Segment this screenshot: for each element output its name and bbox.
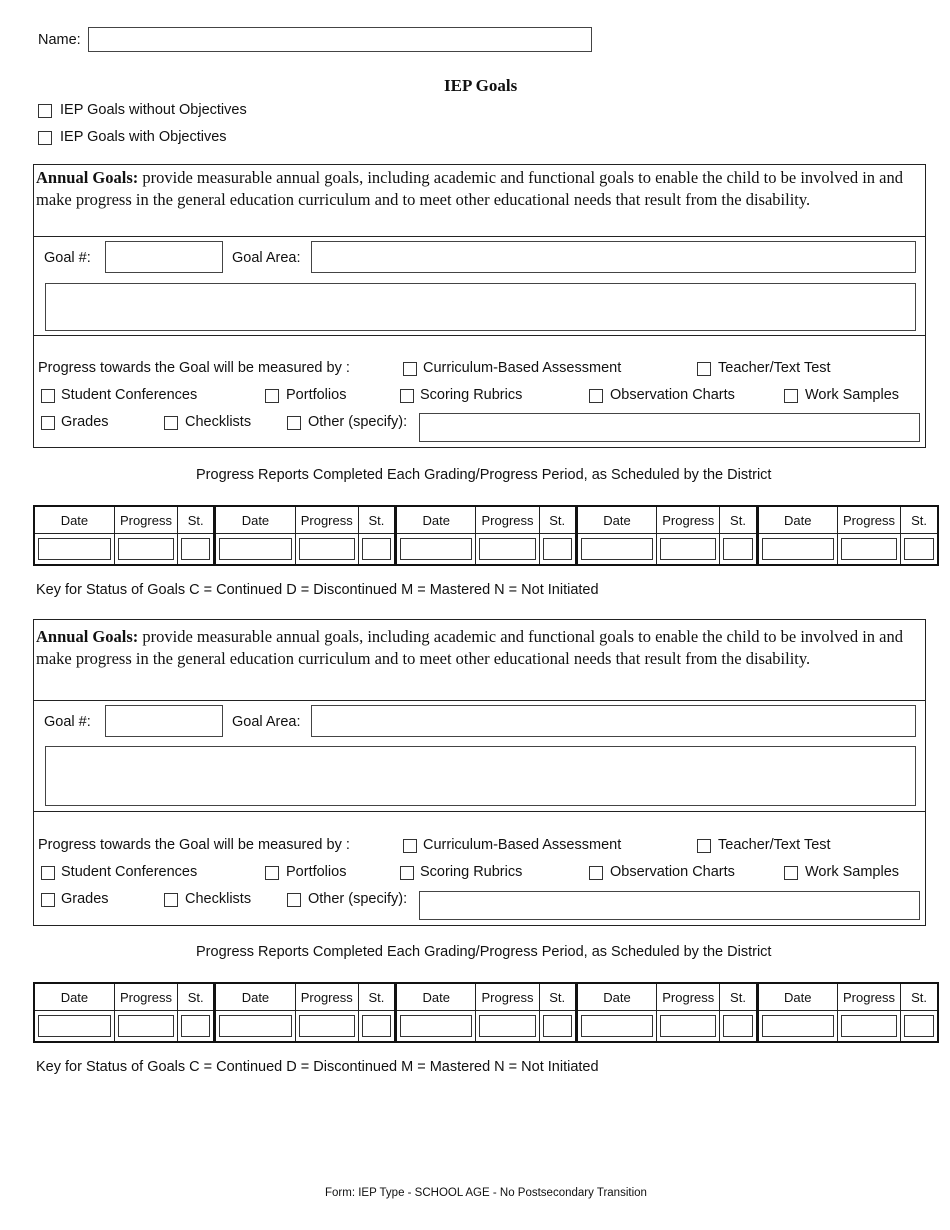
date-header: Date [396,506,476,534]
grades-checkbox[interactable] [41,893,55,907]
progress-reports-caption: Progress Reports Completed Each Grading/Progress Period, as Scheduled by the District [196,944,772,960]
date-header: Date [396,983,476,1011]
divider [34,811,925,812]
status-input[interactable] [362,1015,391,1037]
measured-by-label: Progress towards the Goal will be measured by : [38,837,350,853]
observation-charts-label: Observation Charts [610,864,735,880]
status-cell [178,534,215,566]
progress-header: Progress [476,506,539,534]
progress-input[interactable] [299,538,355,560]
date-input[interactable] [762,538,834,560]
date-header: Date [757,983,837,1011]
status-input[interactable] [543,538,572,560]
status-input[interactable] [181,1015,210,1037]
student-conferences-label: Student Conferences [61,387,198,403]
date-cell [396,1011,476,1043]
scoring-rubrics-label: Scoring Rubrics [420,864,523,880]
teacher-text-test-label: Teacher/Text Test [718,837,831,853]
date-cell [34,534,114,566]
scoring-rubrics-label: Scoring Rubrics [420,387,523,403]
divider [34,335,925,336]
goal-section-1 [33,164,926,448]
observation-charts-checkbox[interactable] [589,389,603,403]
name-input[interactable] [88,27,592,52]
progress-input[interactable] [479,1015,535,1037]
progress-input[interactable] [660,538,716,560]
measured-by-label: Progress towards the Goal will be measured by : [38,360,350,376]
date-input[interactable] [38,1015,111,1037]
teacher-text-test-checkbox[interactable] [697,362,711,376]
divider [34,700,925,701]
status-header: St. [901,506,938,534]
status-key: Key for Status of Goals C = Continued D = Discontinued M = Mastered N = Not Initiated [36,582,599,598]
other-specify-checkbox[interactable] [287,416,301,430]
progress-cell [476,1011,539,1043]
progress-input[interactable] [660,1015,716,1037]
progress-header: Progress [837,506,900,534]
progress-header: Progress [476,983,539,1011]
date-input[interactable] [400,538,472,560]
goal-number-input[interactable] [105,705,223,737]
annual-goals-heading: Annual Goals: [36,168,139,187]
status-cell [539,534,576,566]
progress-table-1 [33,505,939,566]
progress-input[interactable] [479,538,535,560]
scoring-rubrics-checkbox[interactable] [400,866,414,880]
progress-header: Progress [114,506,177,534]
status-cell [720,1011,757,1043]
status-input[interactable] [181,538,210,560]
other-specify-label: Other (specify): [308,414,408,430]
date-input[interactable] [219,538,291,560]
annual-goals-heading: Annual Goals: [36,627,139,646]
status-cell [539,1011,576,1043]
status-cell [720,534,757,566]
progress-cell [114,534,177,566]
observation-charts-label: Observation Charts [610,387,735,403]
teacher-text-test-checkbox[interactable] [697,839,711,853]
portfolios-checkbox[interactable] [265,866,279,880]
date-header: Date [215,983,295,1011]
progress-input[interactable] [118,1015,174,1037]
status-input[interactable] [543,1015,572,1037]
form-footer: Form: IEP Type - SCHOOL AGE - No Postsecondary Transition [325,1187,647,1199]
goal-description-input[interactable] [45,746,916,806]
goals-without-objectives-label: IEP Goals without Objectives [60,102,247,118]
curriculum-based-assessment-label: Curriculum-Based Assessment [423,837,622,853]
progress-input[interactable] [118,538,174,560]
status-input[interactable] [904,538,934,560]
date-header: Date [576,506,656,534]
progress-header: Progress [657,983,720,1011]
status-cell [901,534,938,566]
date-cell [757,1011,837,1043]
date-cell [757,534,837,566]
goals-without-objectives-checkbox[interactable] [38,104,52,118]
checklists-checkbox[interactable] [164,893,178,907]
progress-cell [476,534,539,566]
status-header: St. [539,983,576,1011]
goal-area-input[interactable] [311,241,916,273]
progress-input[interactable] [841,1015,897,1037]
status-header: St. [539,506,576,534]
annual-goals-description [34,167,925,210]
status-header: St. [720,506,757,534]
other-specify-input[interactable] [419,891,920,920]
portfolios-label: Portfolios [286,864,347,880]
student-conferences-label: Student Conferences [61,864,198,880]
other-specify-checkbox[interactable] [287,893,301,907]
status-cell [178,1011,215,1043]
status-header: St. [358,506,395,534]
progress-cell [837,534,900,566]
goal-area-label: Goal Area: [232,714,301,730]
checklists-label: Checklists [185,891,252,907]
status-header: St. [178,506,215,534]
status-header: St. [178,983,215,1011]
checklists-checkbox[interactable] [164,416,178,430]
goal-area-input[interactable] [311,705,916,737]
date-cell [34,1011,114,1043]
progress-reports-caption: Progress Reports Completed Each Grading/Progress Period, as Scheduled by the District [196,467,772,483]
progress-cell [114,1011,177,1043]
grades-label: Grades [61,891,109,907]
progress-header: Progress [295,983,358,1011]
status-input[interactable] [362,538,391,560]
date-cell [576,1011,656,1043]
goal-number-input[interactable] [105,241,223,273]
portfolios-checkbox[interactable] [265,389,279,403]
grades-checkbox[interactable] [41,416,55,430]
status-header: St. [901,983,938,1011]
student-conferences-checkbox[interactable] [41,866,55,880]
status-cell [358,1011,395,1043]
goal-number-label: Goal #: [44,714,91,730]
curriculum-based-assessment-checkbox[interactable] [403,839,417,853]
status-header: St. [358,983,395,1011]
annual-goals-text: provide measurable annual goals, including academic and functional goals to enable the child to be involved in and make progress in the general education curriculum and to meet other educational needs that result from the disability. [36,168,903,209]
date-input[interactable] [762,1015,834,1037]
date-input[interactable] [219,1015,291,1037]
goal-number-label: Goal #: [44,250,91,266]
date-header: Date [215,506,295,534]
date-cell [396,534,476,566]
work-samples-checkbox[interactable] [784,389,798,403]
progress-input[interactable] [841,538,897,560]
annual-goals-description [34,626,925,669]
progress-header: Progress [837,983,900,1011]
date-header: Date [757,506,837,534]
other-specify-label: Other (specify): [308,891,408,907]
curriculum-based-assessment-label: Curriculum-Based Assessment [423,360,622,376]
observation-charts-checkbox[interactable] [589,866,603,880]
progress-cell [837,1011,900,1043]
name-label: Name: [38,32,81,48]
status-input[interactable] [723,538,752,560]
status-input[interactable] [723,1015,752,1037]
goal-area-label: Goal Area: [232,250,301,266]
date-header: Date [576,983,656,1011]
annual-goals-text: provide measurable annual goals, including academic and functional goals to enable the child to be involved in and make progress in the general education curriculum and to meet other educational needs that result from the disability. [36,627,903,668]
status-cell [901,1011,938,1043]
teacher-text-test-label: Teacher/Text Test [718,360,831,376]
goals-with-objectives-checkbox[interactable] [38,131,52,145]
work-samples-checkbox[interactable] [784,866,798,880]
status-cell [358,534,395,566]
status-input[interactable] [904,1015,934,1037]
work-samples-label: Work Samples [805,387,900,403]
date-input[interactable] [38,538,111,560]
date-input[interactable] [400,1015,472,1037]
progress-header: Progress [657,506,720,534]
divider [34,236,925,237]
progress-cell [657,1011,720,1043]
progress-cell [295,1011,358,1043]
portfolios-label: Portfolios [286,387,347,403]
date-cell [215,1011,295,1043]
page-title: IEP Goals [444,76,518,95]
scoring-rubrics-checkbox[interactable] [400,389,414,403]
goals-with-objectives-label: IEP Goals with Objectives [60,129,227,145]
date-input[interactable] [581,1015,653,1037]
date-cell [215,534,295,566]
date-input[interactable] [581,538,653,560]
grades-label: Grades [61,414,109,430]
work-samples-label: Work Samples [805,864,900,880]
student-conferences-checkbox[interactable] [41,389,55,403]
progress-header: Progress [295,506,358,534]
progress-cell [657,534,720,566]
status-key: Key for Status of Goals C = Continued D = Discontinued M = Mastered N = Not Initiated [36,1059,599,1075]
date-header: Date [34,506,114,534]
progress-table-2 [33,982,939,1043]
progress-cell [295,534,358,566]
progress-header: Progress [114,983,177,1011]
goal-section-2 [33,619,926,926]
progress-input[interactable] [299,1015,355,1037]
checklists-label: Checklists [185,414,252,430]
date-header: Date [34,983,114,1011]
date-cell [576,534,656,566]
curriculum-based-assessment-checkbox[interactable] [403,362,417,376]
other-specify-input[interactable] [419,413,920,442]
status-header: St. [720,983,757,1011]
goal-description-input[interactable] [45,283,916,331]
